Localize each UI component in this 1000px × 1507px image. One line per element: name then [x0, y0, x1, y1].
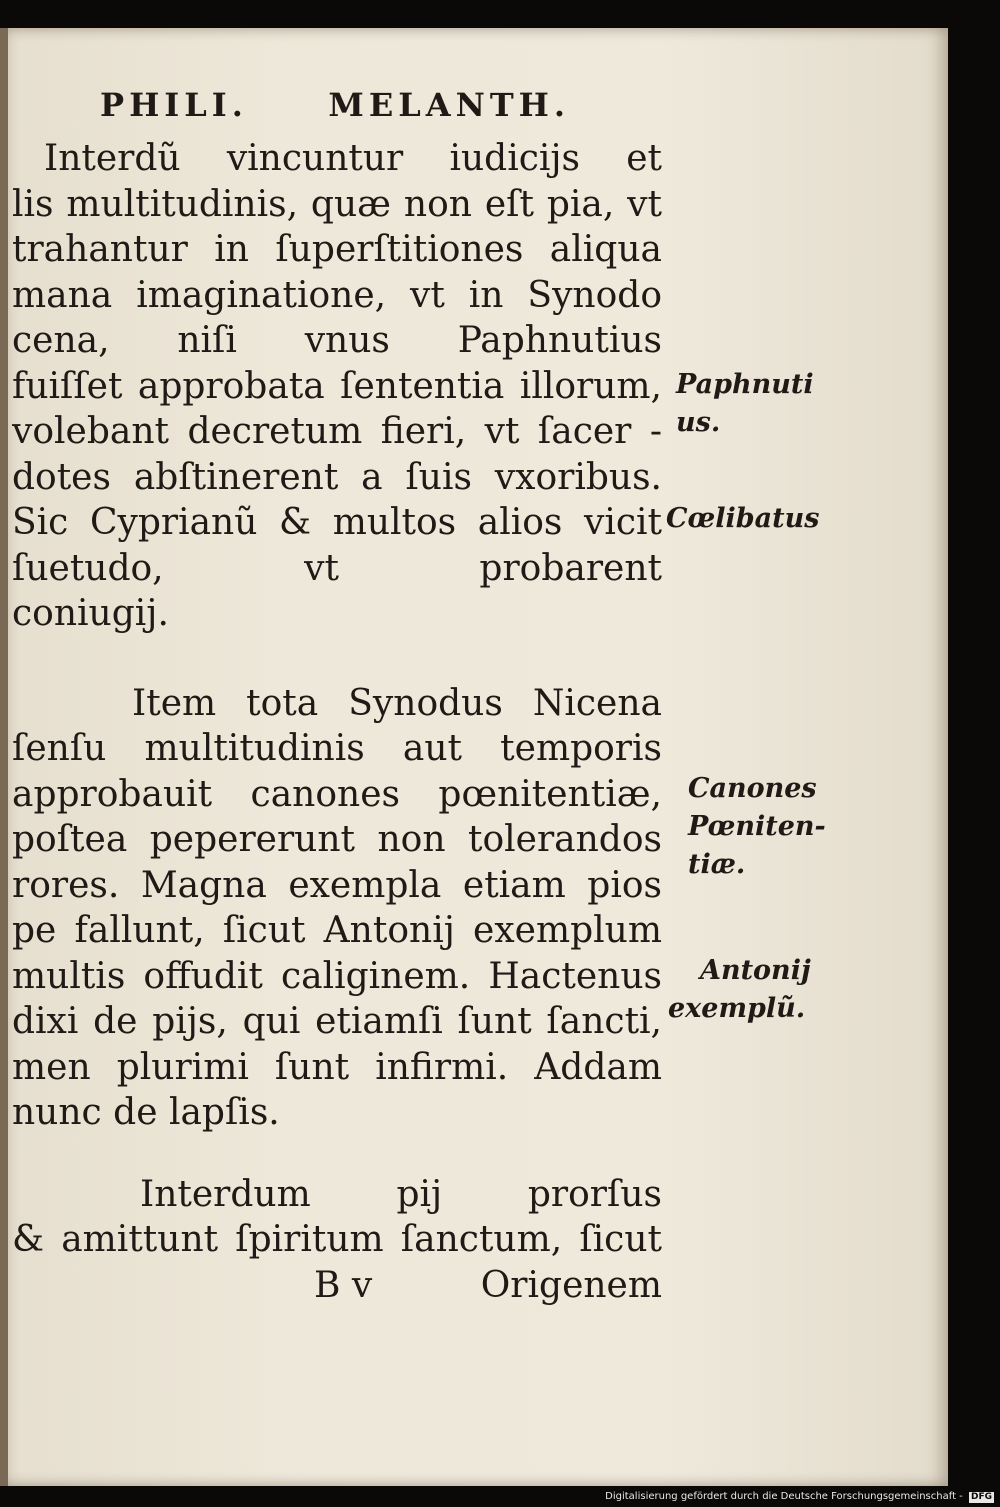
- text-line: approbauit canones pœnitentiæ,: [12, 773, 662, 815]
- text-line: fuiſſet approbata ſententia illorum,: [12, 365, 662, 407]
- signature-line: [12, 1263, 662, 1309]
- dfg-logo: DFG: [970, 1492, 992, 1502]
- text-line: Interdũ vincuntur iudicijs et: [44, 138, 662, 179]
- text-line: dixi de pijs, qui etiamſi ſunt ſancti,: [12, 1001, 662, 1042]
- text-line: ſuetudo, vt probarent: [12, 547, 662, 589]
- text-line: multis offudit caliginem. Hactenus: [12, 955, 662, 997]
- text-line: mana imaginatione, vt in Synodo: [12, 274, 662, 316]
- signature-mark: B v: [314, 1264, 373, 1306]
- text-line: nunc de lapſis.: [12, 1092, 280, 1133]
- margin-note-canones: Canones Pœniten- tiæ.: [688, 773, 826, 880]
- page-edge: [0, 28, 8, 1486]
- text-line: Sic Cyprianũ & multos alios vicit: [12, 502, 662, 543]
- text-line: dotes abſtinerent a ſuis vxoribus.: [12, 456, 662, 498]
- text-line: men plurimi ſunt infirmi. Addam: [12, 1046, 662, 1088]
- text-line: volebant decretum fieri, vt ſacer -: [12, 411, 662, 452]
- text-line: & amittunt ſpiritum ſanctum, ſicut: [12, 1219, 662, 1260]
- margin-note-antonii: Antonij exemplũ.: [668, 955, 811, 1024]
- text-line: cena, niſi vnus Paphnutius: [12, 320, 662, 361]
- margin-note-paphnutius: Paphnuti us.: [676, 369, 814, 438]
- text-line: rores. Magna exempla etiam pios: [12, 864, 662, 906]
- credit-text: Digitalisierung gefördert durch die Deutsche Forschungsgemeinschaft -: [605, 1491, 963, 1502]
- text-line: poſtea pepererunt non tolerandos: [12, 819, 662, 860]
- text-line: coniugij.: [12, 593, 169, 634]
- running-head: [100, 86, 570, 124]
- catchword: Origenem: [480, 1264, 662, 1306]
- text-line: Item tota Synodus Nicena: [132, 682, 662, 724]
- text-line: lis multitudinis, quæ non eſt pia, vt: [12, 183, 662, 225]
- digitization-credit: [605, 1491, 994, 1503]
- text-line: Interdum pij prorſus: [140, 1173, 662, 1215]
- text-line: ſenſu multitudinis aut temporis: [12, 728, 662, 769]
- main-text-block: [12, 136, 662, 1308]
- margin-note-coelibatus: Cœlibatus: [666, 503, 820, 534]
- text-line: trahantur in ſuperſtitiones aliqua: [12, 229, 662, 270]
- running-head-left: PHILI.: [100, 86, 248, 124]
- running-head-right: MELANTH.: [328, 86, 570, 124]
- text-line: pe fallunt, ſicut Antonij exemplum: [12, 910, 662, 951]
